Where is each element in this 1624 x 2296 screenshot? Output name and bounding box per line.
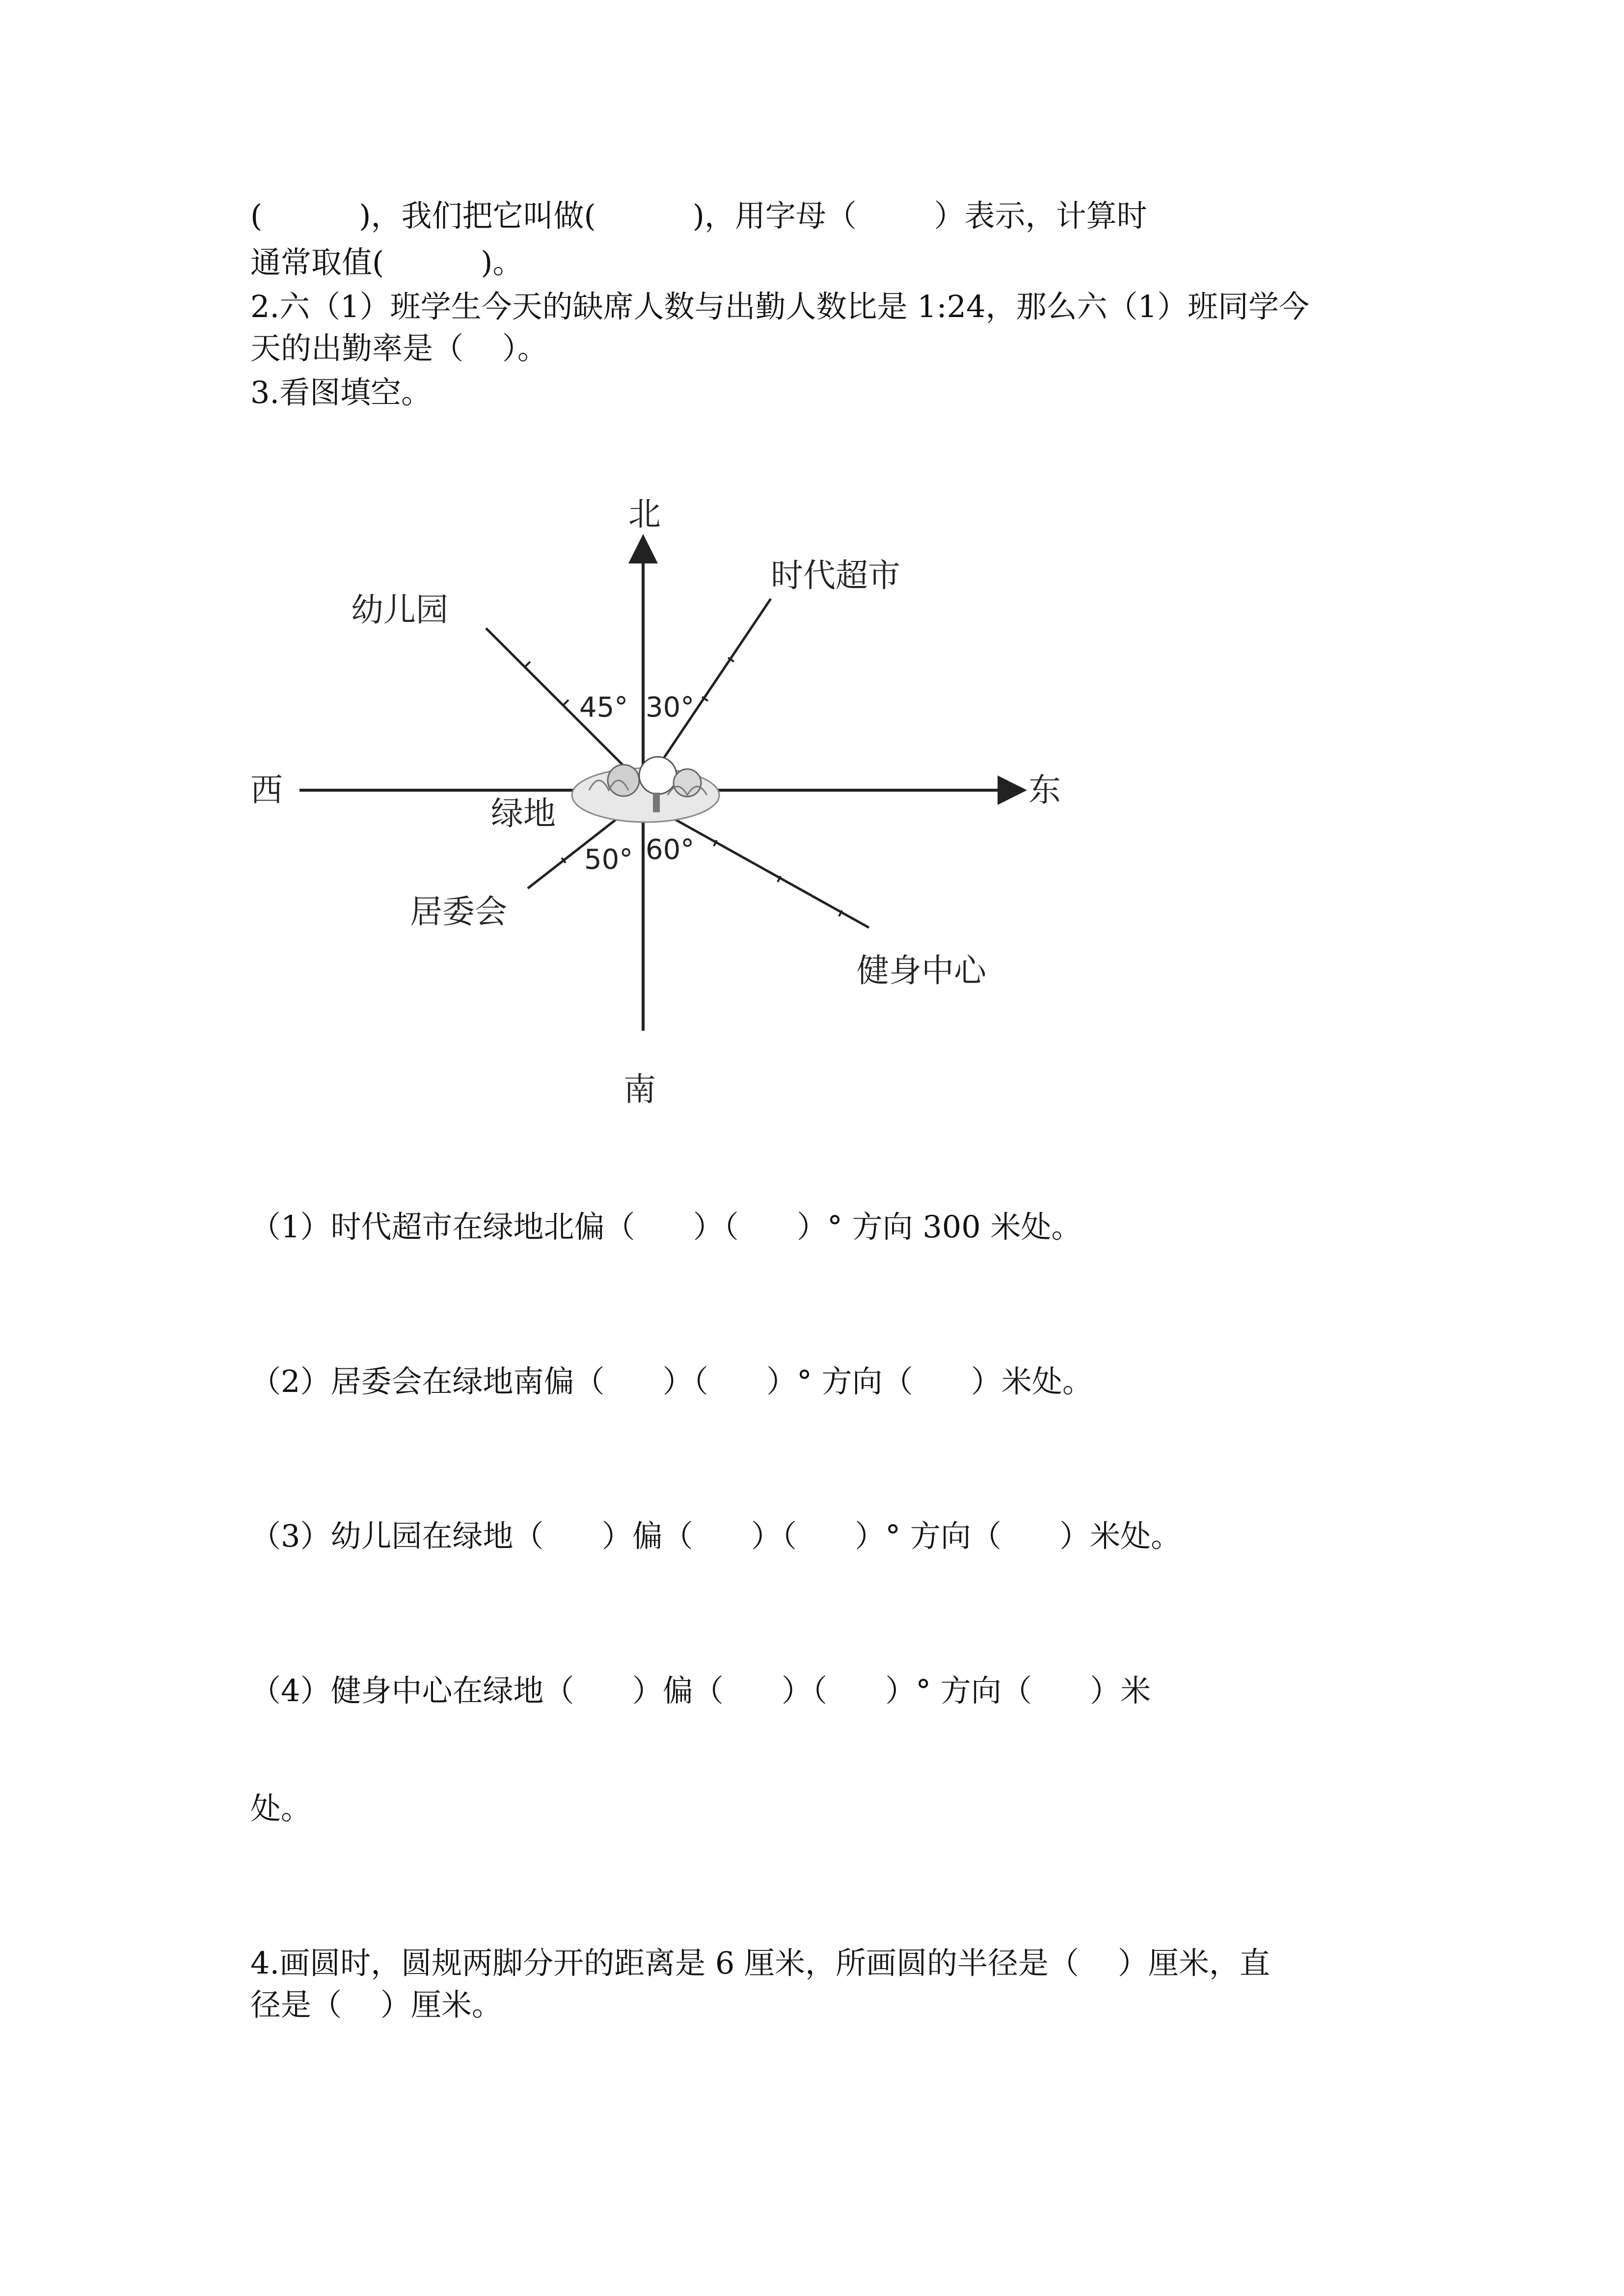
fitness-ray	[658, 810, 869, 928]
green-area-icon	[572, 757, 719, 822]
angle-supermarket: 30°	[646, 692, 695, 723]
angle-committee: 50°	[584, 844, 633, 876]
q3-sub-1: （1）时代超市在绿地北偏（ ）（ ）° 方向 300 米处。	[250, 1209, 1082, 1245]
direction-diagram	[236, 481, 1119, 1134]
angle-fitness: 60°	[646, 834, 695, 866]
q4-line-1: 4.画圆时，圆规两脚分开的距离是 6 厘米，所画圆的半径是（ ）厘米，直	[250, 1945, 1270, 1981]
q2-line-2: 天的出勤率是（ ）。	[250, 330, 548, 366]
supermarket-ray	[655, 599, 771, 771]
center-label: 绿地	[491, 795, 556, 832]
q1-line-2: 通常取值( )。	[250, 244, 523, 280]
kindergarten-label: 幼儿园	[351, 591, 448, 629]
north-label: 北	[628, 495, 661, 533]
east-label: 东	[1029, 771, 1061, 809]
q3-sub-4: （4）健身中心在绿地（ ）偏（ ）（ ）° 方向（ ）米	[250, 1673, 1151, 1709]
angle-kindergarten: 45°	[579, 692, 628, 723]
q3-sub-4-cont: 处。	[250, 1790, 312, 1826]
q3-sub-3: （3）幼儿园在绿地（ ）偏（ ）（ ）° 方向（ ）米处。	[250, 1518, 1182, 1554]
fitness-label: 健身中心	[857, 952, 986, 989]
q3-title: 3.看图填空。	[250, 374, 432, 410]
supermarket-label: 时代超市	[771, 557, 900, 594]
q1-line-1: ( )，我们把它叫做( )，用字母（ ）表示，计算时	[250, 198, 1147, 234]
q3-sub-2: （2）居委会在绿地南偏（ ）（ ）° 方向（ ）米处。	[250, 1363, 1093, 1399]
west-label: 西	[250, 771, 283, 809]
q2-line-1: 2.六（1）班学生今天的缺席人数与出勤人数比是 1:24，那么六（1）班同学今	[250, 289, 1309, 324]
q4-line-2: 径是（ ）厘米。	[250, 1987, 502, 2023]
south-label: 南	[623, 1070, 656, 1108]
committee-label: 居委会	[410, 893, 507, 931]
